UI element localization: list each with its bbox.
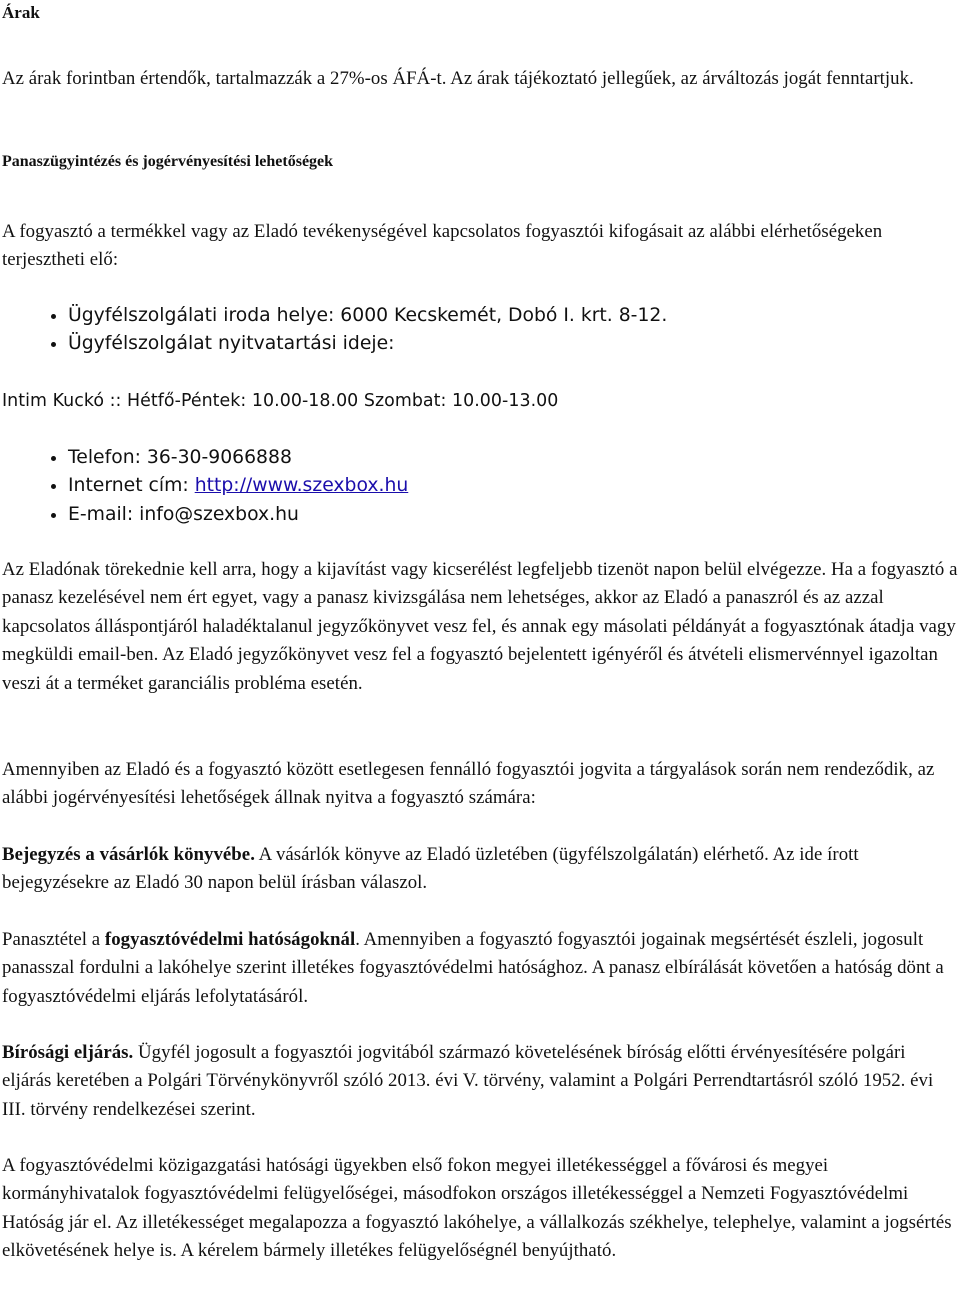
prices-note: Az árak forintban értendők, tartalmazzák a 27%-os ÁFÁ-t. Az árak tájékoztató jellegűek, az árváltozás jogát fenntartjuk. <box>2 68 914 89</box>
repair-paragraph: Az Eladónak törekednie kell arra, hogy a kijavítást vagy kicserélést legfeljebb tizenöt napon belül elvégezze. Ha a fogyasztó a panasz kezelésével nem ért egyet, vagy a panasz kivizsgálása nem lehetséges, akkor az Eladó a panaszról és az azzal kapcsolatos álláspontjáról haladéktalanul jegyzőkönyvet vesz fel, és annak egy másolati példányát a fogyasztónak átadja vagy megküldi email-ben. Az Eladó jegyzőkönyvet vesz fel a fogyasztó bejelentett igényéről és átvételi elismervénnyel igazoltan veszi át a terméket garanciális probléma esetén. <box>2 559 958 694</box>
office-hours-item: • Ügyfélszolgálat nyitvatartási ideje: <box>68 330 667 358</box>
email-item: • E-mail: info@szexbox.hu <box>68 501 408 529</box>
complaints-intro: A fogyasztó a termékkel vagy az Eladó tevékenységével kapcsolatos fogyasztói kifogásait az alábbi elérhetőségeken terjesztheti elő: <box>2 221 883 271</box>
authority-text: . Amennyiben a fogyasztó fogyasztói jogainak megsértését észleli, jogosult panasszal fordulni a lakóhelye szerint illetékes fogyasztóvédelmi hatósághoz. A panasz elbírálását követően a hatóság dönt a fogyasztóvédelmi eljárás lefolytatásáról. <box>2 929 944 1007</box>
website-label: Internet cím: <box>68 475 195 497</box>
complaint-book-title: Bejegyzés a vásárlók könyvébe. <box>2 844 255 865</box>
court-title: Bírósági eljárás. <box>2 1042 134 1063</box>
court-text: Ügyfél jogosult a fogyasztói jogvitából származó követelésének bíróság előtti érvényesítésére polgári eljárás keretében a Polgári Törvénykönyvről szóló 2013. évi V. törvény, valamint a Polgári Perrendtartásról szóló 1952. évi III. törvény rendelkezései szerint. <box>2 1042 934 1120</box>
authority-title: fogyasztóvédelmi hatóságoknál <box>104 929 356 950</box>
authority-pre: Panasztétel a <box>2 929 105 950</box>
website-link[interactable]: http://www.szexbox.hu <box>194 475 409 497</box>
office-list <box>0 302 667 359</box>
contact-list <box>0 444 408 529</box>
complaints-heading: Panaszügyintézés és jogérvényesítési lehetőségek <box>2 153 334 170</box>
authority-paragraph <box>2 926 958 1011</box>
prices-heading: Árak <box>2 3 40 22</box>
opening-hours: Intim Kuckó :: Hétfő-Péntek: 10.00-18.00 Szombat: 10.00-13.00 <box>2 391 559 411</box>
final-paragraph: A fogyasztóvédelmi közigazgatási hatósági ügyekben első fokon megyei illetékességgel a fővárosi és megyei kormányhivatalok fogyasztóvédelmi felügyelőségei, másodfokon országos illetékességgel a Nemzeti Fogyasztóvédelmi Hatóság jár el. Az illetékességet megalapozza a fogyasztó lakóhelye, a vállalkozás székhelye, telephelye, valamint a jogsértés elkövetésének helye is. A kérelem bármely illetékes felügyelőségnél benyújtható. <box>2 1155 952 1262</box>
court-paragraph <box>2 1039 958 1124</box>
complaint-book-text: A vásárlók könyve az Eladó üzletében (ügyfélszolgálatán) elérhető. Az ide írott bejegyzésekre az Eladó 30 napon belül írásban válaszol. <box>2 844 859 894</box>
phone-item: • Telefon: 36-30-9066888 <box>68 444 408 472</box>
website-item <box>68 472 408 500</box>
dispute-paragraph: Amennyiben az Eladó és a fogyasztó között esetlegesen fennálló fogyasztói jogvita a tárgyalások során nem rendeződik, az alábbi jogérvényesítési lehetőségek állnak nyitva a fogyasztó számára: <box>2 759 935 809</box>
office-location-item: • Ügyfélszolgálati iroda helye: 6000 Kecskemét, Dobó I. krt. 8-12. <box>68 302 667 330</box>
complaint-book-paragraph <box>2 841 958 898</box>
